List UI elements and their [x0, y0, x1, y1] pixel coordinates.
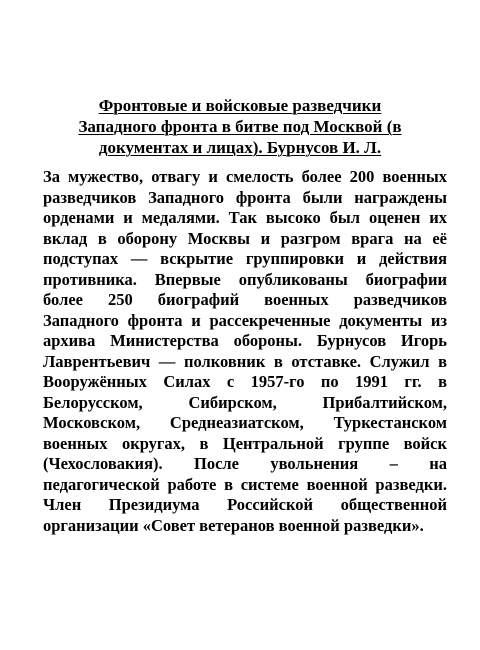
- body-line-3: орденами и медалями. Так высоко был оценен их: [43, 208, 447, 227]
- body-line-16: педагогической работе в системе военной разведки.: [43, 474, 447, 494]
- body-line-15: (Чехословакия). После увольнения – на: [43, 454, 447, 473]
- body-line-4: вклад в оборону Москвы и разгром врага на её: [43, 228, 447, 248]
- body-line-12: Белорусском, Сибирском, Прибалтийском,: [43, 392, 447, 412]
- title-line-2: Западного фронта в битве под Москвой (в: [78, 117, 402, 136]
- body-line-6: противника. Впервые опубликованы биографии: [43, 269, 447, 289]
- document-title: [60, 95, 420, 158]
- body-line-17: Член Президиума Российской общественной: [43, 495, 447, 514]
- body-line-11: Вооружённых Силах с 1957-го по 1991 гг. в: [43, 372, 447, 391]
- title-line-3: документах и лицах). Бурнусов И. Л.: [98, 138, 382, 157]
- body-line-1: За мужество, отвагу и смелость более 200 военных: [43, 167, 447, 186]
- body-line-9: архива Министерства обороны. Бурнусов Игорь: [43, 331, 447, 350]
- body-line-2: разведчиков Западного фронта были награждены: [43, 187, 447, 207]
- body-line-14: военных округах, в Центральной группе войск: [43, 433, 447, 453]
- body-line-8: Западного фронта и рассекреченные документы из: [43, 310, 447, 330]
- body-line-18: организации «Совет ветеранов военной разведки».: [43, 515, 424, 535]
- body-line-7: более 250 биографий военных разведчиков: [43, 290, 447, 309]
- body-line-10: Лаврентьевич — полковник в отставке. Служил в: [43, 351, 447, 371]
- document-body: [43, 167, 447, 536]
- body-line-5: подступах — вскрытие группировки и действия: [43, 249, 447, 268]
- body-line-13: Московском, Среднеазиатском, Туркестанском: [43, 413, 447, 432]
- title-line-1: Фронтовые и войсковые разведчики: [98, 96, 382, 115]
